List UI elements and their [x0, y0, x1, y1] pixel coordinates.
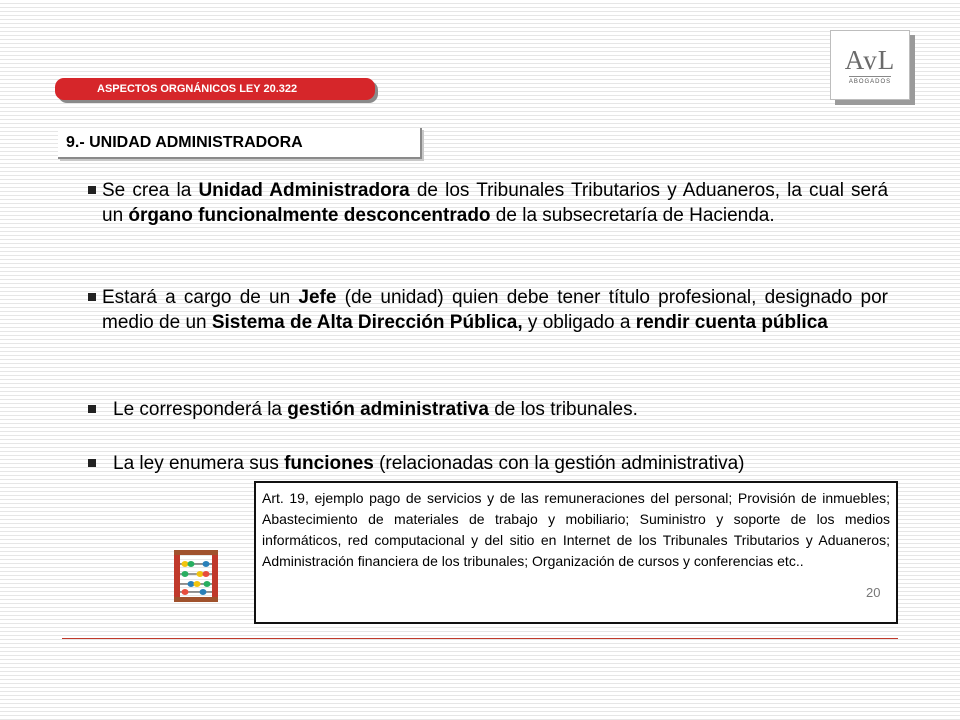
logo-subtext: ABOGADOS	[849, 76, 891, 85]
bullet-item	[88, 451, 888, 476]
bullet-text: Le corresponderá la gestión administrativa de los tribunales.	[113, 399, 638, 420]
article-text: Art. 19, ejemplo pago de servicios y de las remuneraciones del personal; Provisión de inmuebles; Abastecimiento de materiales de trabajo y mobiliario; Suministro y soporte de los medios informáticos, red computacional y del sitio en Internet de los Tribunales Tributarios y Aduaneros; Administración financiera de los tribunales; Organización de cursos y conferencias etc..	[262, 490, 890, 569]
bullet-square-icon	[88, 459, 96, 467]
logo-text: AvL	[844, 44, 896, 75]
abacus-icon	[170, 548, 222, 604]
footer-divider	[62, 638, 898, 639]
bullet-item	[88, 397, 888, 422]
bullet-text: La ley enumera sus funciones (relacionadas con la gestión administrativa)	[113, 453, 745, 474]
bullet-square-icon	[88, 293, 96, 301]
logo-frame	[830, 30, 910, 100]
bullet-text: Estará a cargo de un Jefe (de unidad) quien debe tener título profesional, designado por medio de un Sistema de Alta Dirección Pública, y obligado a rendir cuenta pública	[102, 287, 888, 333]
bullet-text: Se crea la Unidad Administradora de los Tribunales Tributarios y Aduaneros, la cual será un órgano funcionalmente desconcentrado de la subsecretaría de Hacienda.	[102, 180, 889, 226]
bullet-item	[88, 285, 888, 335]
section-banner	[55, 78, 375, 100]
page-number: 20	[866, 585, 881, 600]
bullet-item	[88, 178, 888, 228]
section-title: 9.- UNIDAD ADMINISTRADORA	[66, 133, 303, 151]
article-box	[254, 481, 898, 624]
bullet-square-icon	[88, 405, 96, 413]
avl-logo	[830, 30, 914, 104]
banner-label: ASPECTOS ORGNÁNICOS LEY 20.322	[97, 83, 298, 95]
section-title-box	[58, 128, 422, 159]
bullet-square-icon	[88, 186, 96, 194]
